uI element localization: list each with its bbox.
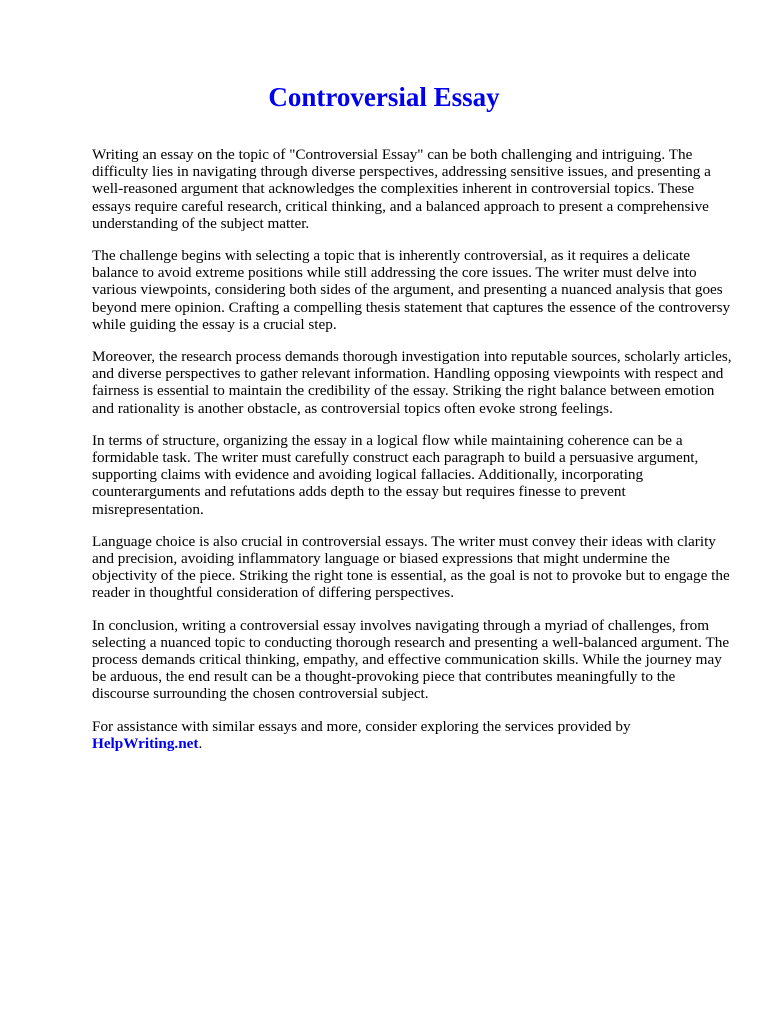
paragraph-structure: In terms of structure, organizing the essay in a logical flow while maintaining coherence can be a formidable task. The writer must carefully construct each paragraph to build a persuasive argument, supporting claims with evidence and avoiding logical fallacies. Additionally, incorporating counterarguments and refutations adds depth to the essay but requires finesse to prevent misrepresentation.	[92, 431, 699, 518]
paragraph-topic-selection: The challenge begins with selecting a topic that is inherently controversial, as it requires a delicate balance to avoid extreme positions while still addressing the core issues. The writer must delve into various viewpoints, considering both sides of the argument, and presenting a nuanced analysis that goes beyond mere opinion. Crafting a compelling thesis statement that captures the essence of the controversy while guiding the essay is a crucial step.	[92, 247, 731, 333]
closing-text: For assistance with similar essays and more, consider exploring the services provided by	[92, 717, 631, 735]
paragraph-conclusion: In conclusion, writing a controversial essay involves navigating through a myriad of challenges, from selecting a nuanced topic to conducting thorough research and presenting a well-balanced argument. The process demands critical thinking, empathy, and effective communication skills. While the journey may be arduous, the end result can be a thought-provoking piece that contributes meaningfully to the discourse surrounding the chosen controversial subject.	[92, 616, 730, 703]
closing-period: .	[198, 734, 203, 752]
paragraph-research: Moreover, the research process demands thorough investigation into reputable sources, scholarly articles, and diverse perspectives to gather relevant information. Handling opposing viewpoints with respect and fairness is essential to maintain the credibility of the essay. Striking the right balance between emotion and rationality is another obstacle, as controversial topics often evoke strong feelings.	[92, 348, 732, 417]
helpwriting-link[interactable]: HelpWriting.net	[92, 734, 199, 752]
paragraph-intro: Writing an essay on the topic of "Controversial Essay" can be both challenging and intriguing. The difficulty lies in navigating through diverse perspectives, addressing sensitive issues, and presenting a well-reasoned argument that acknowledges the complexities inherent in controversial topics. These essays require careful research, critical thinking, and a balanced approach to present a comprehensive understanding of the subject matter.	[92, 146, 711, 232]
paragraph-language: Language choice is also crucial in controversial essays. The writer must convey their ideas with clarity and precision, avoiding inflammatory language or biased expressions that might undermine the objectivity of the piece. Striking the right tone is essential, as the goal is not to provoke but to engage the reader in thoughtful consideration of differing perspectives.	[92, 532, 730, 602]
page-title: Controversial Essay	[268, 82, 500, 112]
paragraph-closing	[92, 718, 732, 752]
essay-body	[92, 146, 732, 767]
